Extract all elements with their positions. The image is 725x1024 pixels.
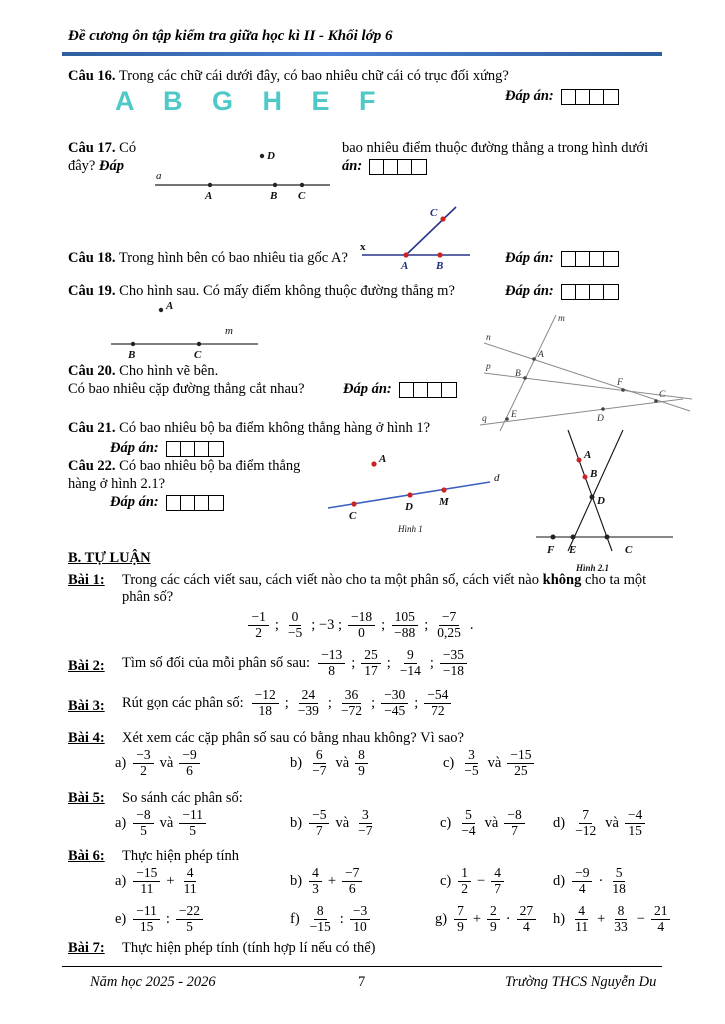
figure-rays-A xyxy=(358,203,483,271)
exercise-5-item-c xyxy=(440,808,527,839)
point-C xyxy=(654,399,658,403)
question-17-text-right: bao nhiêu điểm thuộc đường thẳng a trong hình dưới xyxy=(342,140,649,156)
answer-cell xyxy=(562,285,576,299)
fraction: $\frac{36}{-72}$ xyxy=(340,687,363,718)
exercise-7-label: Bài 7: xyxy=(68,940,105,956)
fraction: $\frac{-11}{15}$ xyxy=(133,904,160,935)
exercise-1-text-pre: Trong các cách viết sau, cách viết nào cho ta một phân số, cách viết nào xyxy=(122,572,543,588)
answer-cell xyxy=(590,90,604,104)
question-16-answer xyxy=(505,88,619,105)
line-m-label: m xyxy=(225,325,233,337)
point-B-label: B xyxy=(270,190,278,202)
point-M-label: M xyxy=(439,496,449,508)
fraction: $\frac{9}{-14}$ xyxy=(399,647,421,678)
point-C-label: C xyxy=(625,544,633,556)
point-F xyxy=(621,388,625,392)
point-B xyxy=(437,252,442,257)
fraction: $\frac{2}{9}$ xyxy=(487,904,500,935)
expression xyxy=(307,748,370,779)
point-F-label: F xyxy=(547,544,555,556)
item-tag: e) xyxy=(115,910,127,927)
answer-cell xyxy=(590,285,604,299)
expr-token: ; xyxy=(274,616,279,633)
question-18-text: Trong hình bên có bao nhiêu tia gốc A? xyxy=(118,250,348,266)
question-16 xyxy=(68,68,509,85)
exercise-2-line xyxy=(122,648,469,679)
fraction: $\frac{0}{-5}$ xyxy=(287,609,303,640)
expr-token: ; xyxy=(371,694,376,711)
expr-token: + xyxy=(327,872,337,889)
expr-token: + xyxy=(166,872,175,889)
figure-intersecting-lines xyxy=(478,313,696,435)
question-17-text-day: đây? xyxy=(68,158,96,174)
point-C-label: C xyxy=(349,510,357,522)
exercise-4-item-c xyxy=(443,748,536,779)
point-B xyxy=(523,376,527,380)
point-D-label: D xyxy=(597,495,605,507)
fraction: $\frac{7}{9}$ xyxy=(454,904,467,935)
answer-cell xyxy=(412,160,426,174)
point-A-label: A xyxy=(205,190,213,202)
answer-boxes xyxy=(399,382,457,398)
label-q: q xyxy=(482,414,487,424)
expr-token: ; −3 ; xyxy=(311,616,342,633)
item-tag: g) xyxy=(435,910,448,927)
expression xyxy=(131,808,208,839)
question-17-text-cont xyxy=(68,158,124,175)
answer-cell xyxy=(562,90,576,104)
point-D-label: D xyxy=(267,150,275,162)
fraction: $\frac{25}{17}$ xyxy=(361,648,381,679)
answer-cell xyxy=(590,252,604,266)
question-21-label: Câu 21. xyxy=(68,420,116,436)
exercise-1-label: Bài 1: xyxy=(68,572,105,588)
point-B xyxy=(273,183,277,187)
expression xyxy=(131,866,201,897)
point-C xyxy=(440,216,445,221)
answer-cell xyxy=(384,160,398,174)
exercise-4-item-b xyxy=(290,748,370,779)
answer-cell xyxy=(167,496,181,510)
footer-divider xyxy=(62,966,662,967)
point-B xyxy=(131,342,135,346)
expr-token: và xyxy=(159,754,174,771)
exercise-1-text-bold: không xyxy=(542,572,582,588)
question-22 xyxy=(68,458,300,475)
point-A-label: A xyxy=(166,300,174,312)
expr-token: : xyxy=(339,910,344,927)
point-A-label: A xyxy=(401,260,409,272)
question-17-label: Câu 17. xyxy=(68,140,116,156)
expr-token: · xyxy=(505,910,511,927)
answer-cell xyxy=(209,442,223,456)
exercise-4-label: Bài 4: xyxy=(68,730,105,746)
point-A xyxy=(371,461,376,466)
question-17-dap: Đáp xyxy=(99,158,124,174)
point-B xyxy=(583,475,588,480)
question-21-text: Có bao nhiêu bộ ba điểm không thẳng hàng ở hình 1? xyxy=(119,420,431,436)
point-C xyxy=(351,501,356,506)
point-F-label: F xyxy=(617,378,623,388)
expr-token: · xyxy=(598,872,604,889)
answer-label: Đáp án: xyxy=(110,494,159,510)
exercise-2-label: Bài 2: xyxy=(68,658,105,674)
footer-school-name: Trường THCS Nguyễn Du xyxy=(505,974,657,990)
exercise-3-label: Bài 3: xyxy=(68,698,105,714)
fraction: $\frac{3}{-7}$ xyxy=(358,807,373,838)
figure-line-m xyxy=(103,298,268,360)
expression xyxy=(570,808,647,839)
exercise-6-item-d xyxy=(553,866,631,897)
expr-token: + xyxy=(472,910,482,927)
label-m: m xyxy=(558,314,565,324)
answer-cell xyxy=(562,252,576,266)
fraction: $\frac{24}{-39}$ xyxy=(297,687,319,718)
question-22-label: Câu 22. xyxy=(68,458,116,474)
exercise-6-item-a xyxy=(115,866,202,897)
line-m xyxy=(500,315,556,431)
fraction: $\frac{8}{-15}$ xyxy=(309,903,331,934)
fraction: $\frac{-13}{8}$ xyxy=(318,648,345,679)
answer-cell xyxy=(576,252,590,266)
answer-cell xyxy=(209,496,223,510)
exercise-5-text: So sánh các phân số: xyxy=(122,790,243,806)
item-tag: b) xyxy=(290,872,303,889)
fraction: $\frac{27}{4}$ xyxy=(517,904,537,935)
item-tag: d) xyxy=(553,814,566,831)
point-A xyxy=(577,458,582,463)
answer-cell xyxy=(181,442,195,456)
item-tag: b) xyxy=(290,754,303,771)
expression xyxy=(250,688,454,719)
item-tag: a) xyxy=(115,754,127,771)
expr-token: − xyxy=(477,872,486,889)
answer-cell xyxy=(604,90,618,104)
expr-token: + xyxy=(597,910,606,927)
item-tag: f) xyxy=(290,910,300,927)
item-tag: h) xyxy=(553,910,566,927)
exercise-4-item-a xyxy=(115,748,202,779)
point-A xyxy=(532,357,536,361)
question-21 xyxy=(68,420,430,437)
fraction: $\frac{-12}{18}$ xyxy=(252,688,279,719)
exercise-5-item-b xyxy=(290,808,378,839)
expr-token: . xyxy=(469,616,474,633)
fraction: $\frac{21}{4}$ xyxy=(651,904,671,935)
exercise-6-item-b xyxy=(290,866,364,897)
answer-cell xyxy=(195,496,209,510)
fraction: $\frac{8}{9}$ xyxy=(355,748,368,779)
fraction: $\frac{4}{11}$ xyxy=(183,865,197,896)
answer-boxes xyxy=(561,284,619,300)
fraction: $\frac{8}{33}$ xyxy=(614,903,628,934)
question-22-answer xyxy=(110,494,224,511)
header-divider xyxy=(62,52,662,56)
answer-cell xyxy=(442,383,456,397)
figure-2-1-caption: Hình 2.1 xyxy=(576,563,610,573)
item-tag: c) xyxy=(440,814,452,831)
question-21-answer xyxy=(110,440,224,457)
question-20-text-2: Có bao nhiêu cặp đường thẳng cắt nhau? xyxy=(68,381,305,397)
expression xyxy=(456,808,526,839)
fraction: $\frac{-8}{7}$ xyxy=(504,808,524,839)
exercise-1-text-post: cho ta một phân số? xyxy=(122,572,647,605)
label-x: x xyxy=(360,241,366,253)
document-title: Đề cương ôn tập kiểm tra giữa học kì II - Khối lớp 6 xyxy=(68,28,393,44)
fraction: $\frac{-18}{0}$ xyxy=(348,610,375,641)
answer-cell xyxy=(398,160,412,174)
figure-hinh-2-1 xyxy=(528,425,683,575)
fraction: $\frac{-3}{10}$ xyxy=(350,904,370,935)
expr-token: và xyxy=(487,754,502,771)
page-title xyxy=(68,28,393,45)
question-20-text-1: Cho hình vẽ bên. xyxy=(119,363,219,379)
expr-token: ; xyxy=(424,616,429,633)
page-number: 7 xyxy=(358,974,366,990)
question-18-answer xyxy=(505,250,619,267)
answer-cell xyxy=(604,285,618,299)
label-n: n xyxy=(486,333,491,343)
question-19-text: Cho hình sau. Có mấy điểm không thuộc đường thẳng m? xyxy=(119,283,455,299)
question-18-label: Câu 18. xyxy=(68,250,116,266)
expr-token: và xyxy=(159,814,174,831)
exercise-7-text: Thực hiện phép tính (tính hợp lí nếu có thể) xyxy=(122,940,376,956)
fraction: $\frac{-3}{2}$ xyxy=(133,748,153,779)
answer-boxes xyxy=(369,159,427,175)
point-B-label: B xyxy=(128,349,136,361)
fraction: $\frac{6}{-7}$ xyxy=(312,747,327,778)
point-B-label: B xyxy=(590,468,598,480)
fraction: $\frac{-15}{11}$ xyxy=(133,866,160,897)
expr-token: ; xyxy=(327,694,332,711)
expression xyxy=(131,748,201,779)
answer-boxes xyxy=(166,495,224,511)
item-tag: a) xyxy=(115,872,127,889)
exercise-6-item-g xyxy=(435,904,538,935)
point-D xyxy=(260,154,264,158)
fraction: $\frac{1}{2}$ xyxy=(458,866,471,897)
answer-cell xyxy=(181,496,195,510)
exercise-5-item-a xyxy=(115,808,208,839)
point-C-label: C xyxy=(194,349,202,361)
answer-boxes xyxy=(561,251,619,267)
exercise-1-text xyxy=(122,572,667,606)
point-D-label: D xyxy=(405,501,413,513)
answer-label: Đáp án: xyxy=(505,283,554,299)
question-16-letters: A B G H E F xyxy=(115,86,387,116)
point-E xyxy=(505,417,509,421)
line-d-label: d xyxy=(494,472,500,484)
question-20-label: Câu 20. xyxy=(68,363,116,379)
point-A xyxy=(403,252,408,257)
fraction: $\frac{-11}{5}$ xyxy=(179,808,206,839)
fraction: $\frac{-7}{0,25}$ xyxy=(437,609,461,640)
fraction: $\frac{-9}{6}$ xyxy=(179,748,199,779)
expr-token: và xyxy=(605,814,619,831)
expression xyxy=(305,904,373,935)
expr-token: ; xyxy=(284,694,289,711)
item-tag: a) xyxy=(115,814,127,831)
exercise-5-label: Bài 5: xyxy=(68,790,105,806)
answer-cell xyxy=(604,252,618,266)
footer-school-year: Năm học 2025 - 2026 xyxy=(90,974,216,990)
exercise-3-text: Rút gọn các phân số: xyxy=(122,694,244,711)
expression xyxy=(316,648,469,679)
point-A xyxy=(208,183,212,187)
exercise-4-text: Xét xem các cặp phân số sau có bằng nhau không? Vì sao? xyxy=(122,730,464,746)
question-20-answer xyxy=(343,381,457,398)
section-b-title: B. TỰ LUẬN xyxy=(68,550,151,566)
answer-label: Đáp án: xyxy=(343,381,392,397)
point-A-label: A xyxy=(379,453,387,465)
fraction: $\frac{5}{-4}$ xyxy=(461,807,476,838)
answer-boxes xyxy=(166,441,224,457)
expr-token: ; xyxy=(414,694,419,711)
item-tag: d) xyxy=(553,872,566,889)
point-C xyxy=(300,183,304,187)
point-C-label: C xyxy=(659,390,666,400)
answer-cell xyxy=(370,160,384,174)
line-through-D-E xyxy=(568,430,623,551)
fraction: $\frac{-54}{72}$ xyxy=(424,688,451,719)
expression xyxy=(131,904,205,935)
fraction: $\frac{-35}{-18}$ xyxy=(440,648,467,679)
point-C xyxy=(605,535,610,540)
question-22-text-2: hàng ở hình 2.1? xyxy=(68,476,166,492)
question-19-answer xyxy=(505,283,619,300)
fraction: $\frac{-9}{4}$ xyxy=(572,866,592,897)
fraction: $\frac{-4}{15}$ xyxy=(625,808,645,839)
answer-cell xyxy=(576,90,590,104)
answer-cell xyxy=(167,442,181,456)
expression xyxy=(452,904,538,935)
fraction: $\frac{4}{3}$ xyxy=(309,866,322,897)
answer-label: Đáp án: xyxy=(505,88,554,104)
fraction: $\frac{5}{18}$ xyxy=(612,865,626,896)
fraction: $\frac{7}{-12}$ xyxy=(575,807,597,838)
point-A-label: A xyxy=(584,449,592,461)
expr-token: và xyxy=(484,814,499,831)
point-D-label: D xyxy=(597,414,604,424)
point-C xyxy=(197,342,201,346)
expr-token: − xyxy=(636,910,645,927)
answer-label: Đáp án: xyxy=(505,250,554,266)
expression xyxy=(246,610,477,641)
line-a-label: a xyxy=(156,170,162,182)
fraction: $\frac{-7}{6}$ xyxy=(342,866,362,897)
exercise-6-item-c xyxy=(440,866,506,897)
expr-token: và xyxy=(335,814,350,831)
expr-token: ; xyxy=(351,654,356,671)
question-16-text: Trong các chữ cái dưới đây, có bao nhiêu chữ cái có trục đối xứng? xyxy=(118,68,509,84)
answer-label: án: xyxy=(342,158,363,174)
fraction: $\frac{4}{7}$ xyxy=(491,866,504,897)
exercise-6-text: Thực hiện phép tính xyxy=(122,848,239,864)
point-C-label: C xyxy=(298,190,306,202)
fraction: $\frac{-1}{2}$ xyxy=(248,610,268,641)
point-C-label: C xyxy=(430,207,438,219)
exercise-3-line xyxy=(122,688,453,719)
label-p: p xyxy=(486,362,491,372)
answer-cell xyxy=(195,442,209,456)
item-tag: b) xyxy=(290,814,303,831)
question-17-answer xyxy=(342,158,427,175)
expr-token: ; xyxy=(381,616,386,633)
point-E xyxy=(571,535,576,540)
exercise-1-fractions xyxy=(62,610,662,641)
expr-token: ; xyxy=(386,654,391,671)
question-17-text-start: Có xyxy=(119,140,137,156)
exercise-5-item-d xyxy=(553,808,647,839)
fraction: $\frac{-30}{-45}$ xyxy=(381,688,408,719)
point-B-label: B xyxy=(436,260,444,272)
expression xyxy=(307,808,377,839)
expression xyxy=(459,748,536,779)
exercise-6-item-h xyxy=(553,904,672,935)
question-18 xyxy=(68,250,348,267)
expression xyxy=(570,904,672,935)
point-B-label: B xyxy=(515,369,521,379)
question-17 xyxy=(68,140,136,157)
point-F xyxy=(551,535,556,540)
question-22-text-1: Có bao nhiêu bộ ba điểm thẳng xyxy=(119,458,301,474)
expr-token: : xyxy=(165,910,170,927)
answer-cell xyxy=(576,285,590,299)
fraction: $\frac{3}{-5}$ xyxy=(464,747,479,778)
expr-token: ; xyxy=(429,654,434,671)
fraction: $\frac{-22}{5}$ xyxy=(176,904,203,935)
fraction: $\frac{-15}{25}$ xyxy=(507,748,534,779)
expression xyxy=(456,866,506,897)
fraction: $\frac{-8}{5}$ xyxy=(133,808,153,839)
answer-cell xyxy=(400,383,414,397)
expression xyxy=(307,866,364,897)
point-D xyxy=(407,492,412,497)
point-M xyxy=(441,487,446,492)
point-E-label: E xyxy=(511,410,517,420)
exercise-6-item-e xyxy=(115,904,205,935)
point-D xyxy=(601,407,605,411)
fraction: $\frac{4}{11}$ xyxy=(575,903,589,934)
figure-1-caption: Hình 1 xyxy=(398,524,423,534)
point-A-label: A xyxy=(538,350,544,360)
question-20 xyxy=(68,363,218,380)
answer-cell xyxy=(428,383,442,397)
item-tag: c) xyxy=(440,872,452,889)
exercise-2-text: Tìm số đối của mỗi phân số sau: xyxy=(122,654,311,671)
question-16-label: Câu 16. xyxy=(68,68,116,84)
point-E-label: E xyxy=(569,544,577,556)
figure-line-a xyxy=(150,143,335,203)
question-19-label: Câu 19. xyxy=(68,283,116,299)
answer-cell xyxy=(414,383,428,397)
answer-boxes xyxy=(561,89,619,105)
fraction: $\frac{105}{-88}$ xyxy=(391,610,418,641)
answer-label: Đáp án: xyxy=(110,440,159,456)
expression xyxy=(570,866,631,897)
fraction: $\frac{-5}{7}$ xyxy=(309,808,329,839)
figure-hinh-1 xyxy=(322,448,507,536)
expr-token: và xyxy=(335,754,350,771)
item-tag: c) xyxy=(443,754,455,771)
exercise-6-item-f xyxy=(290,904,372,935)
point-A xyxy=(159,308,163,312)
point-D xyxy=(590,495,595,500)
exercise-6-label: Bài 6: xyxy=(68,848,105,864)
